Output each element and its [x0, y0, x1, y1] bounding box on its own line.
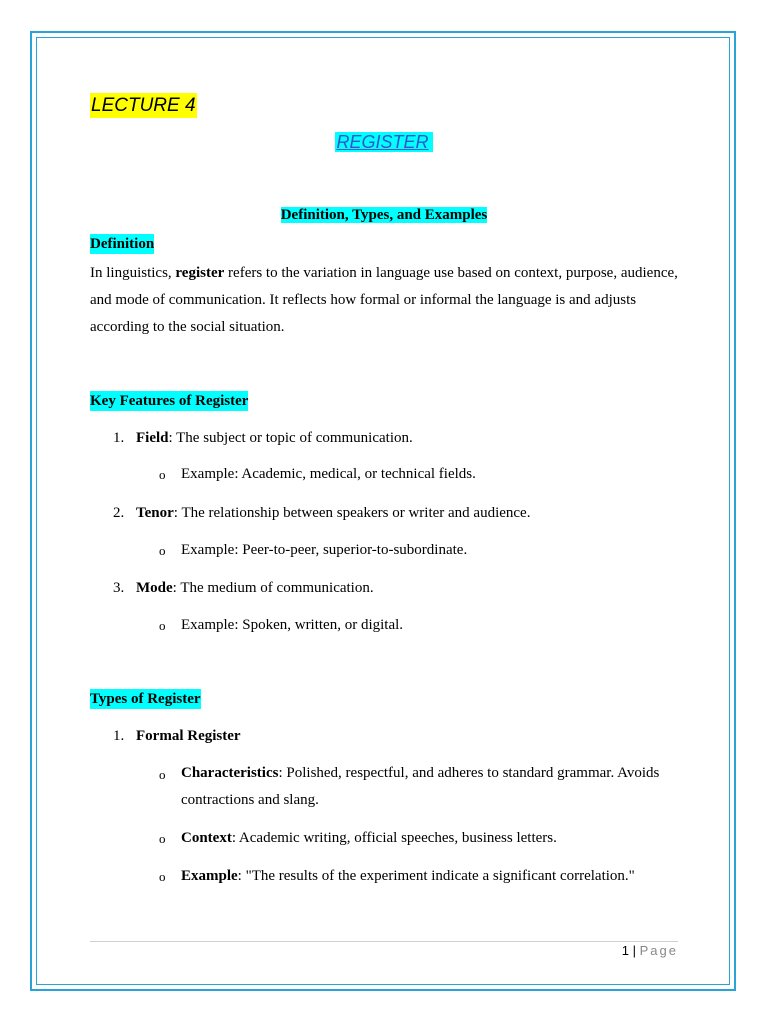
definition-body: refers to the variation in language use based on context, purpose, audience, and mode of communication. It reflects how formal or informal the language is and adjusts according to the social situation.: [90, 265, 678, 335]
definition-paragraph: [90, 260, 680, 341]
definition-intro: In linguistics,: [90, 265, 176, 281]
page-label: Page: [639, 943, 678, 958]
subtitle: [0, 205, 768, 225]
page-title-text: REGISTER: [335, 132, 432, 152]
list-item-number: 1.: [113, 430, 125, 446]
list-item-desc: : The medium of communication.: [172, 580, 374, 596]
bullet-marker: o: [159, 869, 166, 884]
sub-list-item: [181, 828, 557, 848]
definition-term: register: [175, 265, 225, 281]
list-item-term: Field: [136, 430, 169, 446]
list-item: [136, 726, 241, 746]
bullet-marker: o: [159, 467, 166, 482]
page-number: 1: [621, 943, 630, 958]
list-item: [136, 428, 413, 448]
list-item-number: 1.: [113, 728, 125, 744]
bullet-marker: o: [159, 543, 166, 558]
page-title: [0, 130, 768, 155]
list-item: [136, 503, 530, 523]
list-item: [136, 578, 374, 598]
bullet-marker: o: [159, 831, 166, 846]
list-item-desc: : The relationship between speakers or writer and audience.: [173, 505, 531, 521]
sub-list-label: Context: [181, 830, 232, 846]
bullet-marker: o: [159, 618, 166, 633]
bullet-marker: o: [159, 767, 166, 782]
sub-list-text: : "The results of the experiment indicate a significant correlation.": [237, 868, 635, 884]
list-item-desc: : The subject or topic of communication.: [168, 430, 413, 446]
footer-divider: [90, 941, 678, 942]
sub-list-text: : Academic writing, official speeches, business letters.: [231, 830, 557, 846]
lecture-label: LECTURE 4: [91, 95, 196, 116]
sub-list-label: Example: [181, 868, 238, 884]
sub-list-item: Example: Peer-to-peer, superior-to-subordinate.: [181, 542, 468, 558]
subtitle-text: Definition, Types, and Examples: [280, 207, 488, 223]
list-item-number: 2.: [113, 505, 125, 521]
footer-separator: |: [629, 943, 640, 958]
list-item-term: Mode: [136, 580, 173, 596]
sub-list-item: Example: Spoken, written, or digital.: [181, 617, 404, 633]
list-item-number: 3.: [113, 580, 125, 596]
sub-list-label: Characteristics: [181, 765, 279, 781]
sub-list-item: [181, 760, 681, 814]
list-item-term: Tenor: [136, 505, 174, 521]
sub-list-text: : Polished, respectful, and adheres to standard grammar. Avoids contractions and slang.: [181, 765, 660, 808]
sub-list-item: Example: Academic, medical, or technical fields.: [181, 466, 476, 482]
definition-heading: Definition: [90, 236, 155, 252]
types-heading: Types of Register: [90, 691, 201, 707]
key-features-heading: Key Features of Register: [90, 393, 249, 409]
list-item-term: Formal Register: [136, 728, 241, 744]
sub-list-item: [181, 866, 635, 886]
page-footer: [622, 942, 678, 960]
